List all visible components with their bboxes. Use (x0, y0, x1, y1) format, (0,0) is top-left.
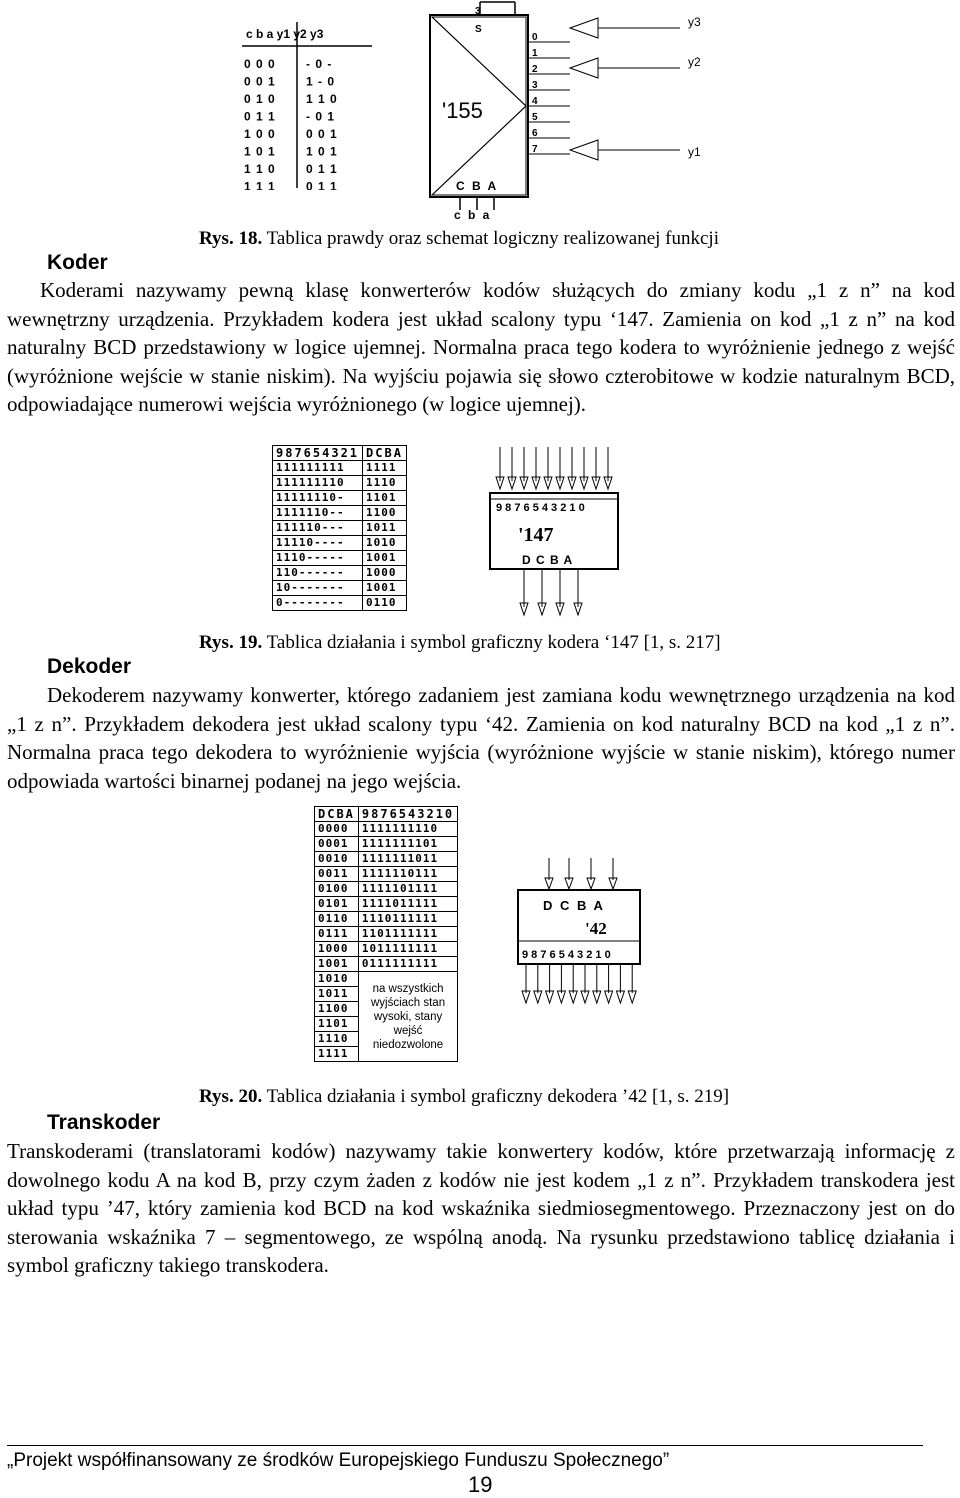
table-row (315, 942, 458, 957)
fig20-chip-graphic (515, 858, 645, 1008)
fig20-cell-inputs: 1101 (315, 1017, 359, 1032)
fig19-cell-outputs: 1010 (363, 536, 407, 551)
fig18-out-pin: 0 (532, 32, 538, 43)
fig19-chip-inputs: 9 8 7 6 5 4 3 2 1 0 (496, 502, 585, 514)
fig20-cell-outputs: 1110111111 (358, 912, 457, 927)
table-row (273, 551, 407, 566)
fig18-out-pin: 7 (532, 144, 538, 155)
fig20-cell-inputs: 0110 (315, 912, 359, 927)
fig20-table-wrapper (314, 806, 458, 1062)
fig19-chip-label: '147 (518, 524, 554, 546)
fig19-cell-outputs: 1011 (363, 521, 407, 536)
fig20-cell-inputs: 1010 (315, 972, 359, 987)
fig20-cell-outputs: 1101111111 (358, 927, 457, 942)
fig20-cell-inputs: 1001 (315, 957, 359, 972)
table-row (315, 822, 458, 837)
fig19-caption-number: Rys. 19. (199, 632, 263, 653)
table-row (315, 852, 458, 867)
fig19-cell-outputs: 1111 (363, 461, 407, 476)
fig18-caption-number: Rys. 18. (199, 228, 263, 249)
fig18-row-inputs: 1 1 1 (244, 179, 276, 190)
fig19-cell-outputs: 1110 (363, 476, 407, 491)
fig19-cell-outputs: 1000 (363, 566, 407, 581)
fig20-chip-outputs: 9 8 7 6 5 4 3 2 1 0 (522, 949, 611, 961)
table-row (273, 506, 407, 521)
fig18-table-graphic (242, 20, 382, 190)
fig19-chip-graphic (488, 447, 623, 619)
table-row (315, 897, 458, 912)
fig19-cell-inputs: 0-------- (273, 596, 363, 611)
table-row (315, 912, 458, 927)
fig20-header-outputs: 9876543210 (358, 807, 457, 822)
fig18-truth-table (242, 20, 382, 195)
section-heading-dekoder: Dekoder (47, 655, 132, 678)
fig18-row-inputs: 1 0 1 (244, 144, 276, 159)
fig18-out-pin: 2 (532, 64, 538, 75)
fig18-row-outputs: - 0 - (306, 57, 333, 71)
fig19-cell-outputs: 1100 (363, 506, 407, 521)
fig20-cell-inputs: 0100 (315, 882, 359, 897)
table-row (315, 957, 458, 972)
fig20-invalid-note-line: na wszystkich (372, 982, 444, 995)
fig18-row-inputs: 0 0 0 (244, 57, 276, 71)
fig18-row-inputs: 1 0 0 (244, 127, 276, 141)
fig19-header-inputs: 987654321 (273, 446, 363, 461)
fig20-caption-number: Rys. 20. (199, 1086, 263, 1107)
fig18-row-outputs: 0 1 1 (306, 162, 338, 176)
fig18-out-pin: 4 (532, 96, 538, 107)
fig18-chip-symbol (420, 0, 720, 225)
fig20-cell-inputs: 0001 (315, 837, 359, 852)
table-row (315, 837, 458, 852)
fig18-chip-label: '155 (442, 98, 483, 123)
table-row (273, 581, 407, 596)
fig20-invalid-note-line: wejść (393, 1024, 423, 1037)
fig18-out-pin: 6 (532, 128, 538, 139)
fig20-cell-outputs: 1111101111 (358, 882, 457, 897)
fig18-out-pin: 1 (532, 48, 538, 59)
fig20-cell-inputs: 1111 (315, 1047, 359, 1062)
fig19-chip-symbol (488, 447, 623, 624)
fig20-cell-inputs: 0111 (315, 927, 359, 942)
fig19-cell-inputs: 1111110-- (273, 506, 363, 521)
table-row (315, 927, 458, 942)
fig18-row-inputs: 0 0 1 (244, 74, 276, 89)
fig18-out-pin: 5 (532, 112, 538, 123)
dekoder-paragraph: Dekoderem nazywamy konwerter, którego zadaniem jest zamiana kodu wewnętrznego urządzenia na kod „1 z n”. Przykładem dekodera jest układ scalony typu ‘42. Zamienia on kod naturalny BCD na kod „1 z n”. Normalna praca tego dekodera to wyróżnienie wyjścia (wyróżnione wyjście w stanie niskim), którego numer odpowiada wartości binarnej podanej na jego wejścia. (7, 683, 955, 793)
table-row (273, 536, 407, 551)
section-heading-koder: Koder (47, 251, 108, 274)
fig20-cell-inputs: 0101 (315, 897, 359, 912)
fig20-invalid-note-line: wyjściach stan (370, 996, 446, 1009)
fig20-cell-inputs: 1011 (315, 987, 359, 1002)
page-number: 19 (468, 1472, 493, 1497)
fig18-out-y2: y2 (688, 55, 701, 69)
fig20-cell-outputs: 1111111101 (358, 837, 457, 852)
fig20-header-inputs: DCBA (315, 807, 359, 822)
fig18-out-y1: y1 (688, 145, 701, 159)
fig19-cell-inputs: 11111110- (273, 491, 363, 506)
fig20-invalid-note (358, 972, 457, 1062)
fig20-invalid-note-line: wysoki, stany (373, 1010, 443, 1023)
fig19-cell-outputs: 1001 (363, 551, 407, 566)
fig18-out-pin: 3 (532, 80, 538, 91)
fig18-row-inputs: 0 1 0 (244, 92, 276, 106)
fig19-cell-inputs: 1110----- (273, 551, 363, 566)
fig20-cell-inputs: 1110 (315, 1032, 359, 1047)
footer-text: „Projekt współfinansowany ze środków Europejskiego Funduszu Społecznego” (7, 1450, 670, 1471)
fig18-row-outputs: 1 - 0 (306, 74, 336, 89)
fig19-cell-inputs: 111111110 (273, 476, 363, 491)
fig18-bottom-pins: C B A (456, 179, 499, 193)
fig19-cell-outputs: 0110 (363, 596, 407, 611)
fig19-caption-text: Tablica działania i symbol graficzny kodera ‘147 [1, s. 217] (266, 632, 721, 653)
fig19-cell-inputs: 111110--- (273, 521, 363, 536)
fig19-table-wrapper (272, 445, 407, 611)
fig20-cell-outputs: 0111111111 (358, 957, 457, 972)
fig19-chip-outputs: D C B A (522, 553, 574, 567)
fig19-cell-inputs: 11110---- (273, 536, 363, 551)
fig19-cell-outputs: 1001 (363, 581, 407, 596)
fig19-truth-table (272, 445, 407, 611)
table-row (315, 882, 458, 897)
fig20-chip-inputs: D C B A (543, 898, 605, 913)
fig18-caption-text: Tablica prawdy oraz schemat logiczny realizowanej funkcji (266, 228, 719, 249)
fig20-invalid-note-line: niedozwolone (372, 1038, 444, 1051)
fig20-chip-symbol (515, 858, 645, 1013)
table-row (273, 596, 407, 611)
fig20-truth-table (314, 806, 458, 1062)
fig18-bottom-inputs: c b a (454, 208, 492, 220)
table-row (315, 867, 458, 882)
fig18-row-outputs: - 0 1 (306, 109, 336, 124)
fig20-cell-outputs: 1011111111 (358, 942, 457, 957)
fig18-row-outputs: 1 1 0 (306, 92, 338, 106)
fig20-cell-inputs: 1100 (315, 1002, 359, 1017)
fig18-chip-graphic (420, 0, 720, 220)
fig18-row-outputs: 0 0 1 (306, 127, 338, 141)
fig18-row-inputs: 0 1 1 (244, 109, 276, 124)
fig19-cell-inputs: 10------- (273, 581, 363, 596)
fig20-cell-inputs: 0010 (315, 852, 359, 867)
fig18-row-outputs: 1 0 1 (306, 144, 338, 159)
fig18-top-pin: 3 (475, 6, 481, 17)
fig20-cell-outputs: 1111111011 (358, 852, 457, 867)
table-row (273, 566, 407, 581)
section-heading-transkoder: Transkoder (47, 1111, 161, 1134)
fig20-chip-label: '42 (585, 919, 607, 938)
table-row (273, 461, 407, 476)
fig20-cell-inputs: 0000 (315, 822, 359, 837)
fig19-header-outputs: DCBA (363, 446, 407, 461)
fig20-cell-outputs: 1111110111 (358, 867, 457, 882)
fig19-caption (199, 632, 721, 654)
footer-rule (7, 1445, 923, 1446)
koder-paragraph: Koderami nazywamy pewną klasę konwerterów kodów służących do zmiany kodu „1 z n” na kod wewnętrzny urządzenia. Przykładem kodera jest układ scalony typu ‘147. Zamienia on kod „1 z n” na kod naturalny BCD przedstawiony w logice ujemnej. Normalna praca tego kodera to wyróżnienie jednego z wejść (wyróżnione wejście w stanie niskim). Na wyjściu pojawia się słowo czterobitowe w kodzie naturalnym BCD, odpowiadające numerowi wejścia wyróżnionego (w logice ujemnej). (7, 278, 955, 416)
transkoder-paragraph: Transkoderami (translatorami kodów) nazywamy takie konwertery kodów, które przetwarzają informację z dowolnego kodu A na kod B, przy czym żaden z kodów nie jest kodem „1 z n”. Przykładem transkodera jest układ typu ’47, który zamienia kod BCD na kod wskaźnika siedmiosegmentowego. Przeznaczony jest on do sterowania wskaźnika 7 – segmentowego, ze wspólną anodą. Na rysunku przedstawiono tablicę działania i symbol graficzny takiego transkodera. (7, 1139, 955, 1277)
fig18-row-inputs: 1 1 0 (244, 162, 276, 176)
fig18-top-label: S (475, 24, 482, 35)
fig20-cell-inputs: 1000 (315, 942, 359, 957)
fig20-cell-outputs: 1111111110 (358, 822, 457, 837)
fig20-caption-text: Tablica działania i symbol graficzny dekodera ’42 [1, s. 219] (266, 1086, 730, 1107)
fig18-row-outputs: 0 1 1 (306, 179, 338, 190)
table-row (315, 972, 458, 987)
table-row (273, 491, 407, 506)
fig20-caption (199, 1086, 729, 1108)
fig20-cell-inputs: 0011 (315, 867, 359, 882)
fig19-cell-inputs: 111111111 (273, 461, 363, 476)
table-row (273, 476, 407, 491)
fig18-caption (199, 228, 719, 250)
fig18-table-header: c b a y1 y2 y3 (246, 27, 324, 41)
fig20-cell-outputs: 1111011111 (358, 897, 457, 912)
fig18-out-y3: y3 (688, 15, 701, 29)
fig19-cell-inputs: 110------ (273, 566, 363, 581)
table-row (273, 521, 407, 536)
fig19-cell-outputs: 1101 (363, 491, 407, 506)
